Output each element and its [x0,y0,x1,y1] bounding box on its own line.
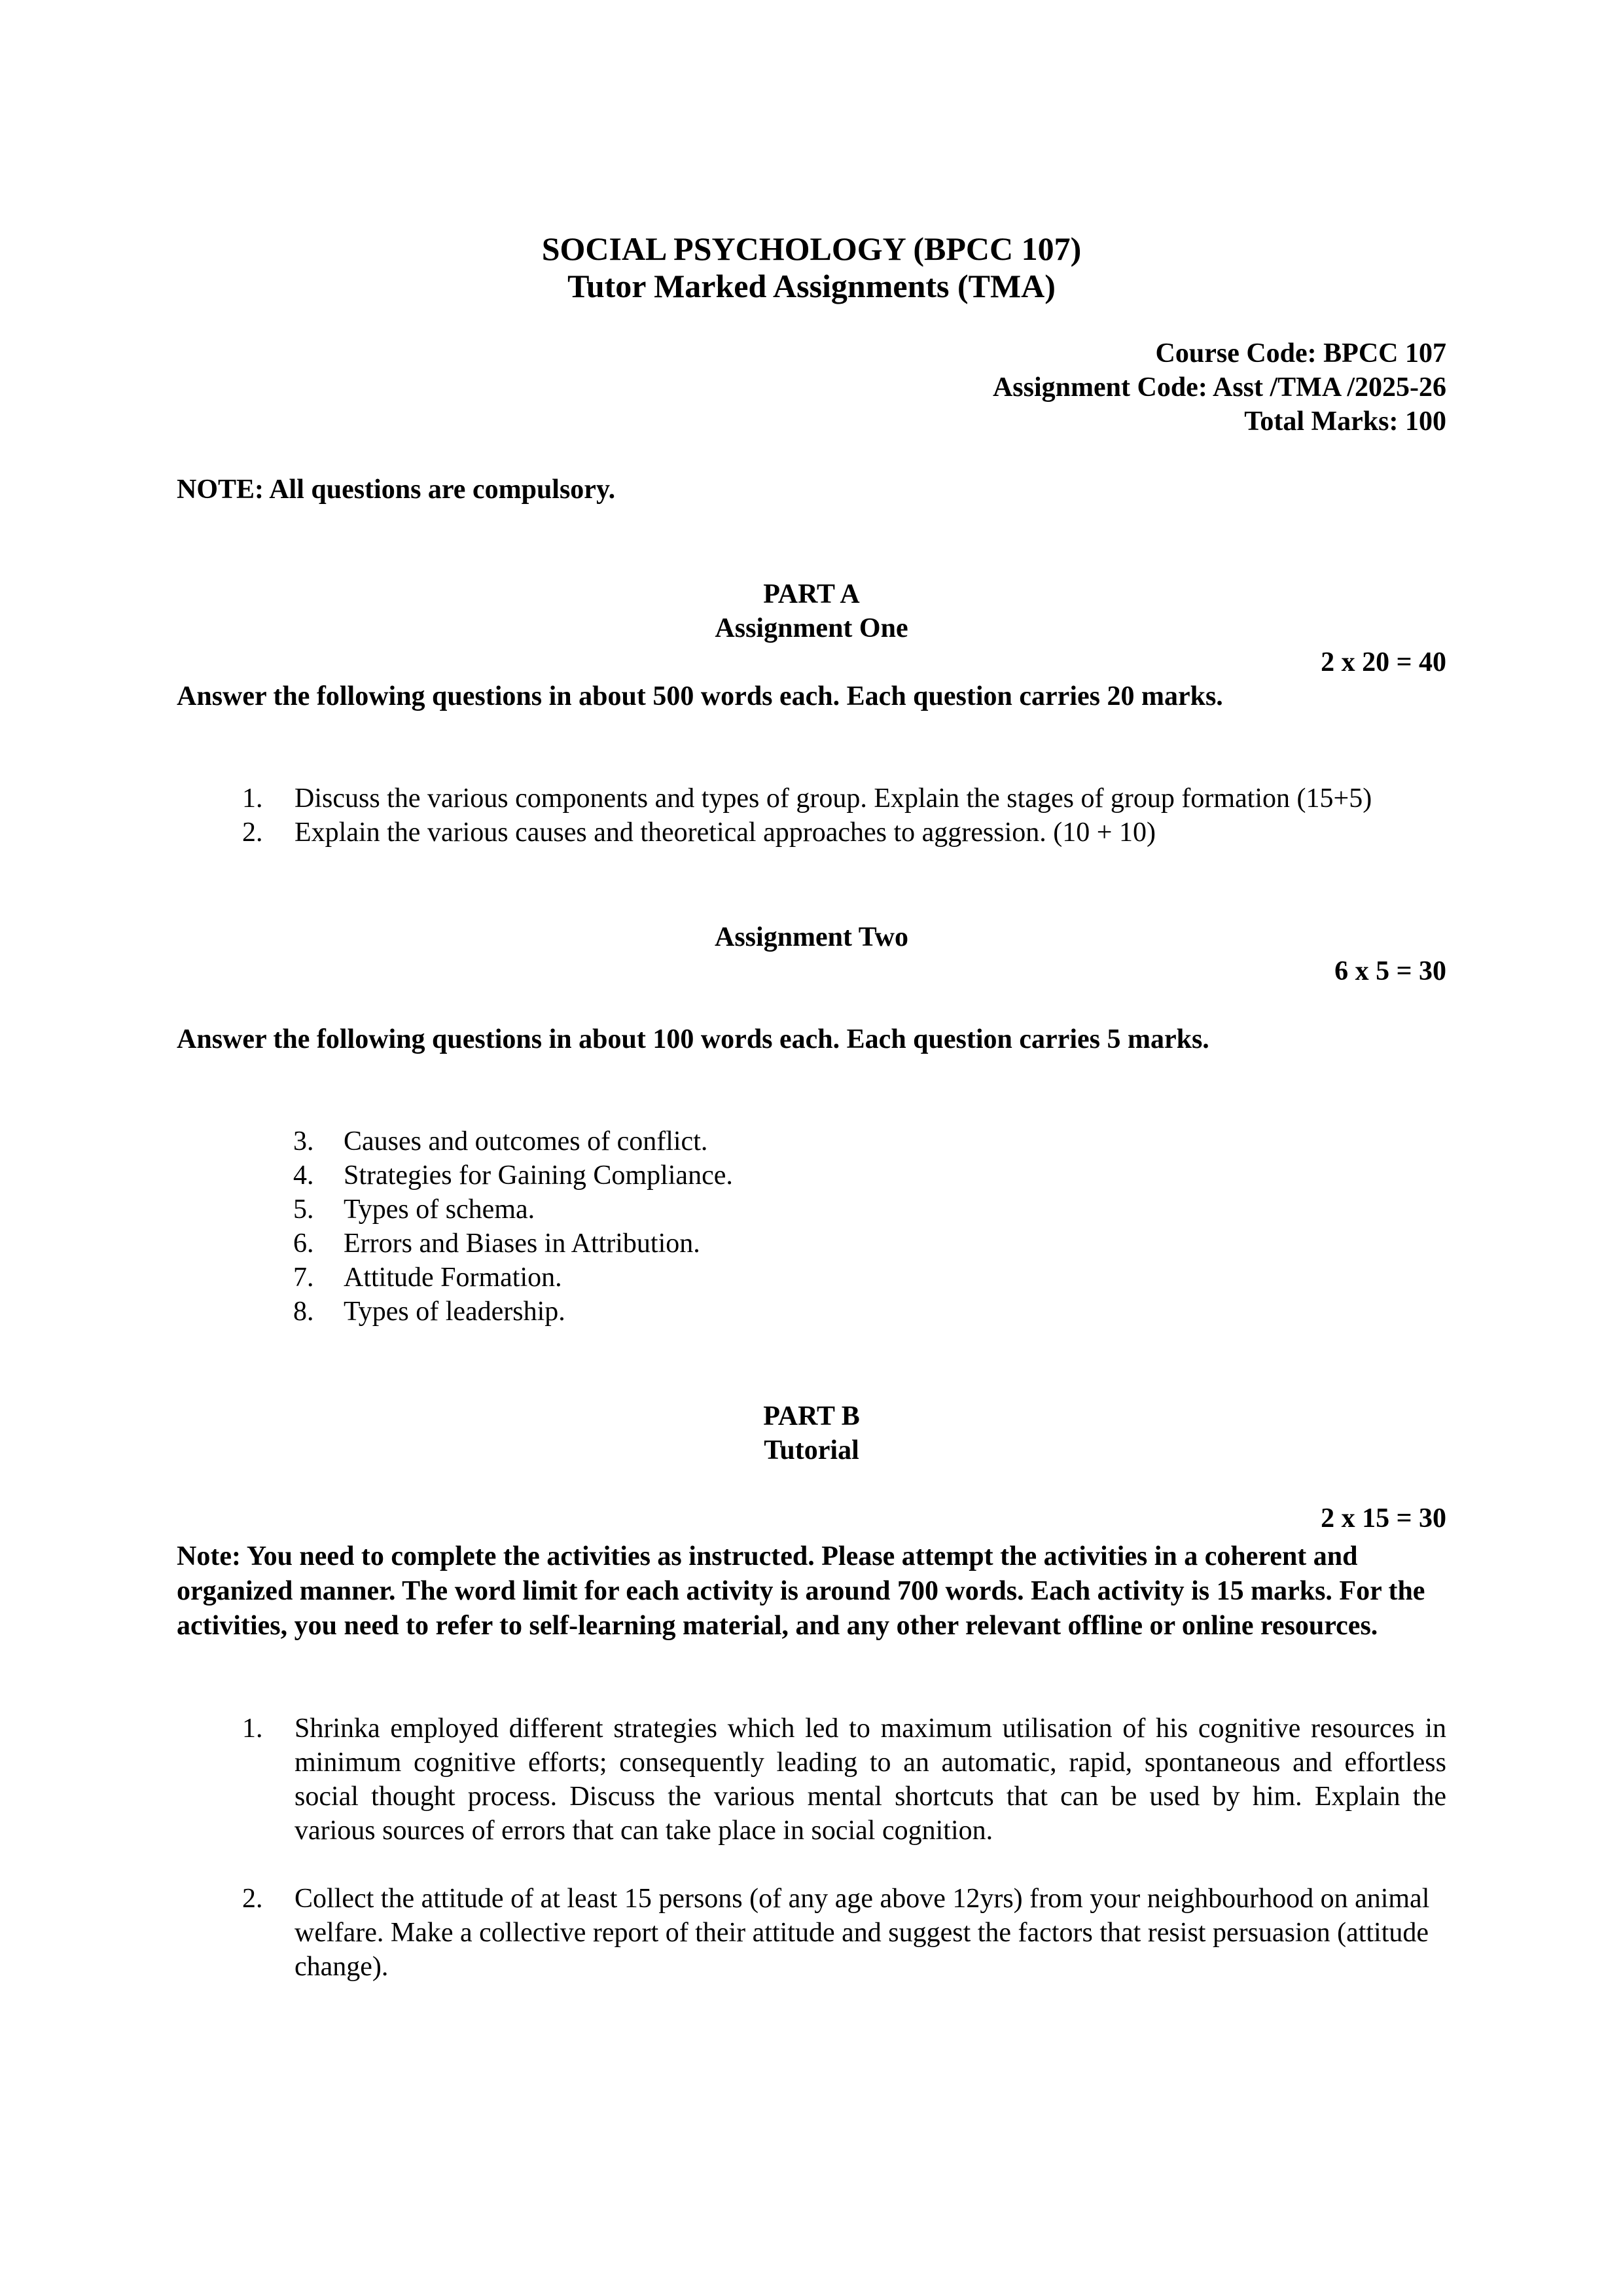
assignment-code: Assignment Code: Asst /TMA /2025-26 [992,372,1446,403]
question-6-number: 6. [293,1229,314,1259]
part-b-marks-formula: 2 x 15 = 30 [1321,1503,1446,1534]
question-2-text: Explain the various causes and theoretical approaches to aggression. (10 + 10) [294,817,1156,848]
question-4-text: Strategies for Gaining Compliance. [344,1160,733,1191]
question-4-number: 4. [293,1160,314,1191]
course-meta-block [177,336,1446,439]
question-7-number: 7. [293,1263,314,1293]
part-b-heading: PART B [763,1401,860,1431]
assignment-two-question-list [177,1124,1446,1329]
assignment-two-marks-formula: 6 x 5 = 30 [1334,956,1446,986]
page-title: SOCIAL PSYCHOLOGY (BPCC 107) [541,230,1082,267]
course-code: Course Code: BPCC 107 [1155,338,1446,368]
question-2 [242,816,1446,850]
question-4 [293,1158,1446,1193]
part-a-marks-formula: 2 x 20 = 40 [1321,647,1446,677]
part-a-heading: PART A [763,579,860,609]
compulsory-note: NOTE: All questions are compulsory. [177,475,616,505]
question-8-number: 8. [293,1297,314,1327]
assignment-two-heading: Assignment Two [715,922,908,952]
assignment-two-instruction: Answer the following questions in about 100 words each. Each question carries 5 marks. [177,1024,1209,1054]
part-a-subheading: Assignment One [715,613,908,643]
question-8-text: Types of leadership. [344,1297,565,1327]
question-6 [293,1227,1446,1261]
question-1-text: Discuss the various components and types of group. Explain the stages of group formation (15+5) [294,783,1372,814]
document-header [177,230,1446,305]
activity-2-number: 2. [242,1884,263,1914]
total-marks: Total Marks: 100 [1244,406,1446,437]
question-5-text: Types of schema. [344,1194,535,1225]
part-b-note: Note: You need to complete the activities as instructed. Please attempt the activities in a coherent and organized manner. The word limit for each activity is around 700 words. Each activity is 15 marks. For the activities, you need to refer to self-learning material, and any other relevant offline or online resources. [177,1541,1425,1641]
question-5 [293,1193,1446,1227]
part-a-instruction: Answer the following questions in about 500 words each. Each question carries 20 marks. [177,681,1223,711]
part-a-question-list [177,781,1446,850]
activity-1 [242,1712,1446,1848]
question-1-number: 1. [242,783,263,814]
question-2-number: 2. [242,817,263,848]
question-7-text: Attitude Formation. [344,1263,562,1293]
activity-1-text: Shrinka employed different strategies which led to maximum utilisation of his cognitive resources in minimum cognitive efforts; consequently leading to an automatic, rapid, spontaneous and effortless social thought process. Discuss the various mental shortcuts that can be used by him. Explain the various sources of errors that can take place in social cognition. [294,1713,1446,1846]
question-7 [293,1261,1446,1295]
page-content [177,230,1446,1984]
activity-1-number: 1. [242,1713,263,1744]
question-3 [293,1124,1446,1158]
part-b-section [177,1399,1446,1984]
question-3-number: 3. [293,1126,314,1157]
assignment-two-section [177,920,1446,1329]
activity-2 [242,1882,1446,1984]
part-a-section [177,577,1446,850]
activity-2-text: Collect the attitude of at least 15 persons (of any age above 12yrs) from your neighbourhood on animal welfare. Make a collective report of their attitude and suggest the factors that resist persuasion (attitude change). [294,1884,1430,1982]
part-b-activity-list [177,1712,1446,1984]
question-5-number: 5. [293,1194,314,1225]
page-subtitle: Tutor Marked Assignments (TMA) [567,268,1056,304]
question-3-text: Causes and outcomes of conflict. [344,1126,708,1157]
question-1 [242,781,1446,816]
part-b-subheading: Tutorial [764,1435,859,1465]
question-6-text: Errors and Biases in Attribution. [344,1229,700,1259]
question-8 [293,1295,1446,1329]
